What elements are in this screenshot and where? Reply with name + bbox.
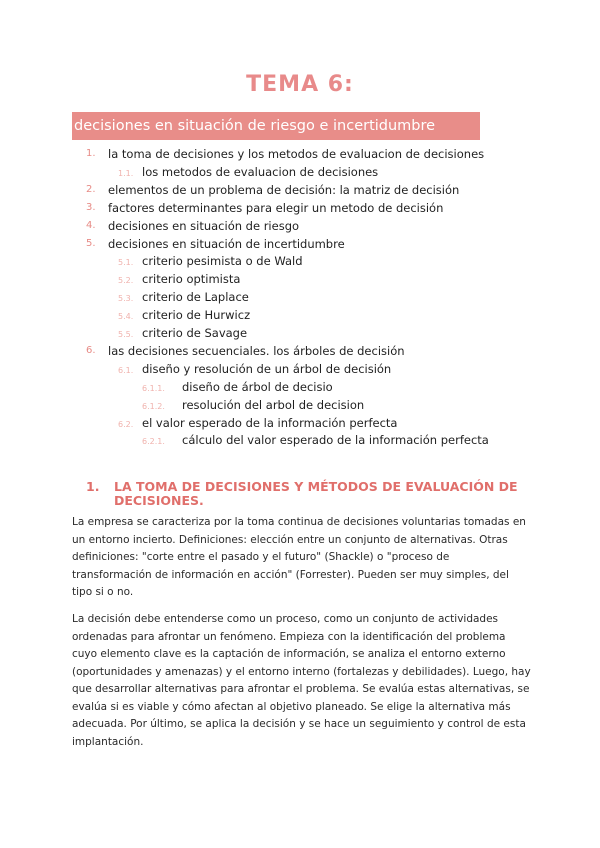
toc-item-number: 5.2. [118, 276, 134, 286]
paragraph: La decisión debe entenderse como un proceso, como un conjunto de actividades ordenadas para afrontar un fenómeno. Empieza con la identificación del problema cuyo elemento clave es la captación de información, se analiza el entorno externo (oportunidades y amenazas) y el entorno interno (fortalezas y debilidades). Luego, hay que desarrollar alternativas para afrontar el problema. Se evalúa estas alternativas, se evalúa si es viable y cómo afectan al objetivo planeado. Se elige la alternativa más adecuada. Por último, se aplica la decisión y se hace un seguimiento y control de esta implantación. [72, 613, 531, 748]
toc-item-label: decisiones en situación de riesgo [108, 218, 300, 233]
toc-item-label: criterio pesimista o de Wald [142, 254, 303, 269]
section-title: LA TOMA DE DECISIONES Y MÉTODOS DE EVALUACIÓN DE DECISIONES. [114, 479, 518, 508]
toc-item-number: 1.1. [118, 168, 134, 178]
toc-item [0, 271, 600, 287]
toc-item [0, 289, 600, 305]
toc-item-number: 1. [86, 148, 96, 159]
toc-item [0, 415, 600, 431]
toc-item-number: 6.1.2. [142, 401, 165, 411]
toc-item-label: elementos de un problema de decisión: la matriz de decisión [108, 182, 460, 197]
toc-item [0, 182, 600, 198]
toc-item [0, 146, 600, 162]
toc-item-label: criterio de Hurwicz [142, 308, 251, 323]
toc-item-label: resolución del arbol de decision [182, 397, 365, 412]
toc-item-number: 5.1. [118, 258, 134, 268]
toc-item-label: criterio optimista [142, 272, 241, 287]
toc-item-label: el valor esperado de la información perfecta [142, 415, 398, 430]
toc-item-number: 2. [86, 183, 96, 195]
toc-item-label: cálculo del valor esperado de la información perfecta [182, 433, 489, 448]
toc-item-label: criterio de Laplace [142, 290, 249, 305]
paragraph: La empresa se caracteriza por la toma continua de decisiones voluntarias tomadas en un entorno incierto. Definiciones: elección entre un conjunto de alternativas. Otras definiciones: "corte entre el pasado y el futuro" (Shackle) o "proceso de transformación de información en acción" (Forrester). Pueden ser muy simples, del tipo si o no. [72, 516, 526, 598]
toc-item [0, 379, 600, 395]
toc-item-label: diseño de árbol de decisio [182, 379, 333, 394]
toc-item [0, 236, 600, 252]
toc-item [0, 307, 600, 323]
toc-item [0, 164, 600, 180]
toc-item [0, 361, 600, 377]
toc-item-number: 6. [86, 344, 96, 356]
toc-item [0, 218, 600, 234]
toc-item [0, 325, 600, 341]
toc-item-number: 5.4. [118, 312, 134, 322]
toc-item-label: decisiones en situación de incertidumbre [108, 236, 345, 251]
toc-item-label: las decisiones secuenciales. los árboles de decisión [108, 343, 405, 358]
toc-item [0, 343, 600, 359]
toc-item-number: 6.1.1. [142, 383, 165, 393]
page-title: TEMA 6: [246, 72, 354, 97]
toc-item [0, 397, 600, 413]
subtitle-banner: decisiones en situación de riesgo e incertidumbre [72, 112, 480, 140]
toc-item-label: la toma de decisiones y los metodos de evaluacion de decisiones [108, 147, 485, 161]
toc-item [0, 432, 600, 448]
toc-item [0, 200, 600, 216]
toc-item-number: 5.3. [118, 294, 134, 304]
toc-item-number: 3. [86, 201, 96, 213]
toc-item-label: los metodos de evaluacion de decisiones [142, 164, 379, 179]
section-number: 1. [86, 479, 100, 494]
toc-item-number: 6.2. [118, 419, 134, 429]
toc-item-number: 6.2.1. [142, 437, 165, 447]
toc-item-label: diseño y resolución de un árbol de decisión [142, 361, 392, 376]
toc-item [0, 253, 600, 269]
toc-item-number: 5. [86, 237, 96, 249]
toc-item-label: factores determinantes para elegir un metodo de decisión [108, 200, 444, 215]
toc-item-number: 6.1. [118, 365, 134, 375]
toc-item-number: 5.5. [118, 330, 134, 339]
toc-item-number: 4. [86, 219, 96, 231]
toc-item-label: criterio de Savage [142, 326, 248, 340]
